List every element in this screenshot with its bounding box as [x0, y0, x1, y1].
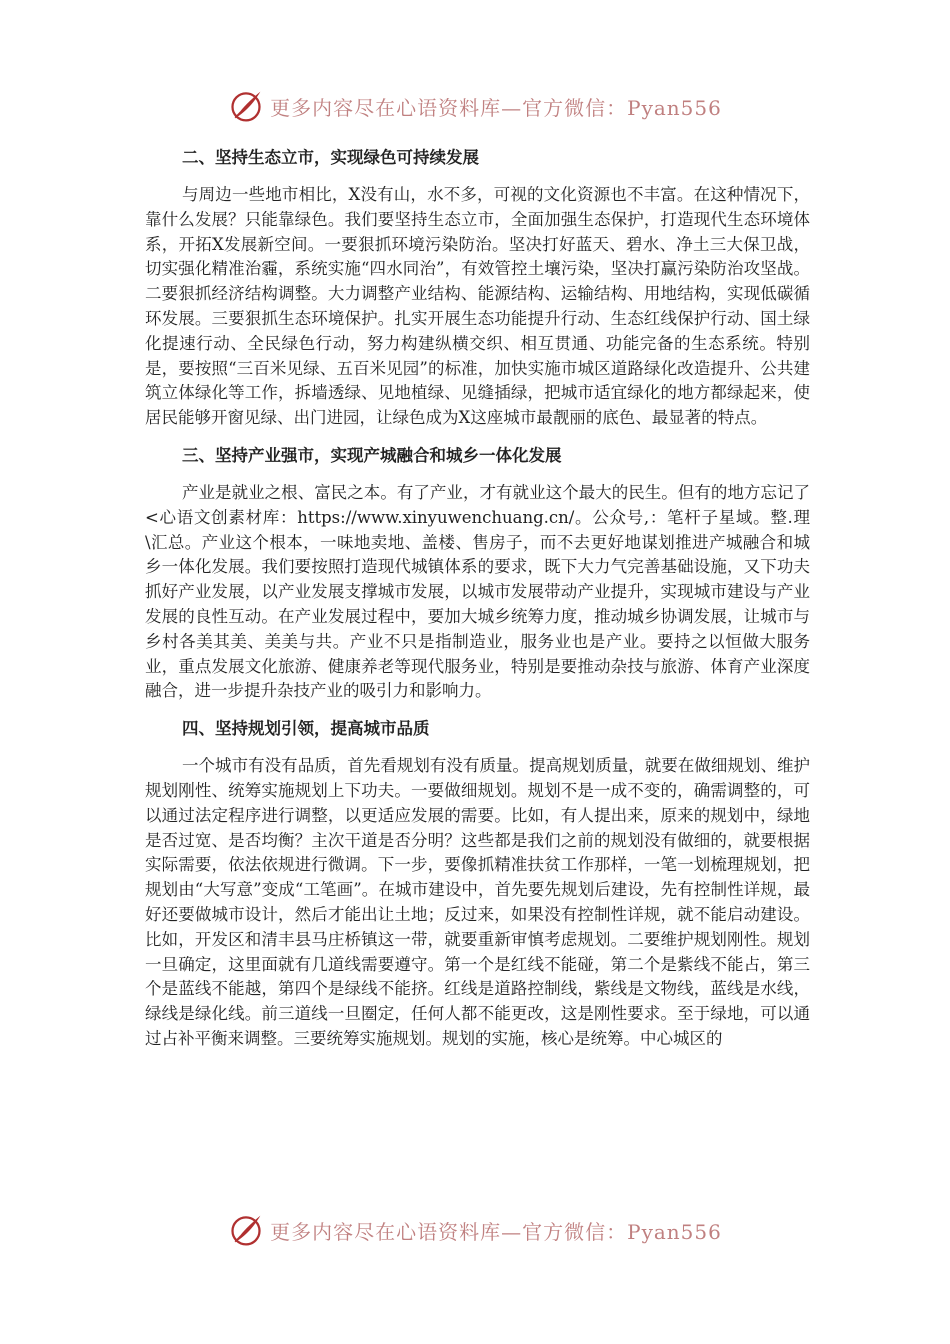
quill-logo-icon: [228, 88, 264, 124]
quill-logo-icon: [228, 1212, 264, 1248]
bottom-watermark-banner: [0, 1206, 950, 1254]
document-body: [145, 145, 810, 1052]
watermark-text: 更多内容尽在心语资料库—官方微信：Pyan556: [270, 95, 722, 120]
section-heading: 四、坚持规划引领，提高城市品质: [182, 719, 430, 739]
section-paragraph: 与周边一些地市相比，X没有山，水不多，可视的文化资源也不丰富。在这种情况下，靠什么发展？只能靠绿色。我们要坚持生态立市，全面加强生态保护，打造现代生态环境体系，开拓X发展新空间。一要狠抓环境污染防治。坚决打好蓝天、碧水、净土三大保卫战，切实强化精准治霾，系统实施“四水同治”，有效管控土壤污染，坚决打赢污染防治攻坚战。二要狠抓经济结构调整。大力调整产业结构、能源结构、运输结构、用地结构，实现低碳循环发展。三要狠抓生态环境保护。扎实开展生态功能提升行动、生态红线保护行动、国土绿化提速行动、全民绿色行动，努力构建纵横交织、相互贯通、功能完备的生态系统。特别是，要按照“三百米见绿、五百米见园”的标准，加快实施市城区道路绿化改造提升、公共建筑立体绿化等工作，拆墙透绿、见地植绿、见缝插绿，把城市适宜绿化的地方都绿起来，使居民能够开窗见绿、出门进园，让绿色成为X这座城市最靓丽的底色、最显著的特点。: [145, 185, 810, 428]
section-heading: 三、坚持产业强市，实现产城融合和城乡一体化发展: [182, 445, 562, 465]
section-paragraph: 一个城市有没有品质，首先看规划有没有质量。提高规划质量，就要在做细规划、维护规划刚性、统筹实施规划上下功夫。一要做细规划。规划不是一成不变的，确需调整的，可以通过法定程序进行调整，以更适应发展的需要。比如，有人提出来，原来的规划中，绿地是否过宽、是否均衡？主次干道是否分明？这些都是我们之前的规划没有做细的，就要根据实际需要，依法依规进行微调。下一步，要像抓精准扶贫工作那样，一笔一划梳理规划，把规划由“大写意”变成“工笔画”。在城市建设中，首先要先规划后建设，先有控制性详规，最好还要做城市设计，然后才能出让土地；反过来，如果没有控制性详规，就不能启动建设。比如，开发区和清丰县马庄桥镇这一带，就要重新审慎考虑规划。二要维护规划刚性。规划一旦确定，这里面就有几道线需要遵守。第一个是红线不能碰，第二个是紫线不能占，第三个是蓝线不能越，第四个是绿线不能挤。红线是道路控制线，紫线是文物线，蓝线是水线，绿线是绿化线。前三道线一旦圈定，任何人都不能更改，这是刚性要求。至于绿地，可以通过占补平衡来调整。三要统筹实施规划。规划的实施，核心是统筹。中心城区的: [145, 756, 810, 1048]
top-watermark-banner: [0, 82, 950, 130]
watermark-text: 更多内容尽在心语资料库—官方微信：Pyan556: [270, 1219, 722, 1244]
section-paragraph: 产业是就业之根、富民之本。有了产业，才有就业这个最大的民生。但有的地方忘记了<心语文创素材库：https://www.xinyuwenchuang.cn/。公众号,：笔杆子星域。整.理\汇总。产业这个根本，一味地卖地、盖楼、售房子，而不去更好地谋划推进产城融合和城乡一体化发展。我们要按照打造现代城镇体系的要求，既下大力气完善基础设施，又下功夫抓好产业发展，以产业发展支撑城市发展，以城市发展带动产业提升，实现城市建设与产业发展的良性互动。在产业发展过程中，要加大城乡统筹力度，推动城乡协调发展，让城市与乡村各美其美、美美与共。产业不只是指制造业，服务业也是产业。要持之以恒做大服务业，重点发展文化旅游、健康养老等现代服务业，特别是要推动杂技与旅游、体育产业深度融合，进一步提升杂技产业的吸引力和影响力。: [145, 482, 810, 701]
section-heading: 二、坚持生态立市，实现绿色可持续发展: [182, 148, 479, 167]
